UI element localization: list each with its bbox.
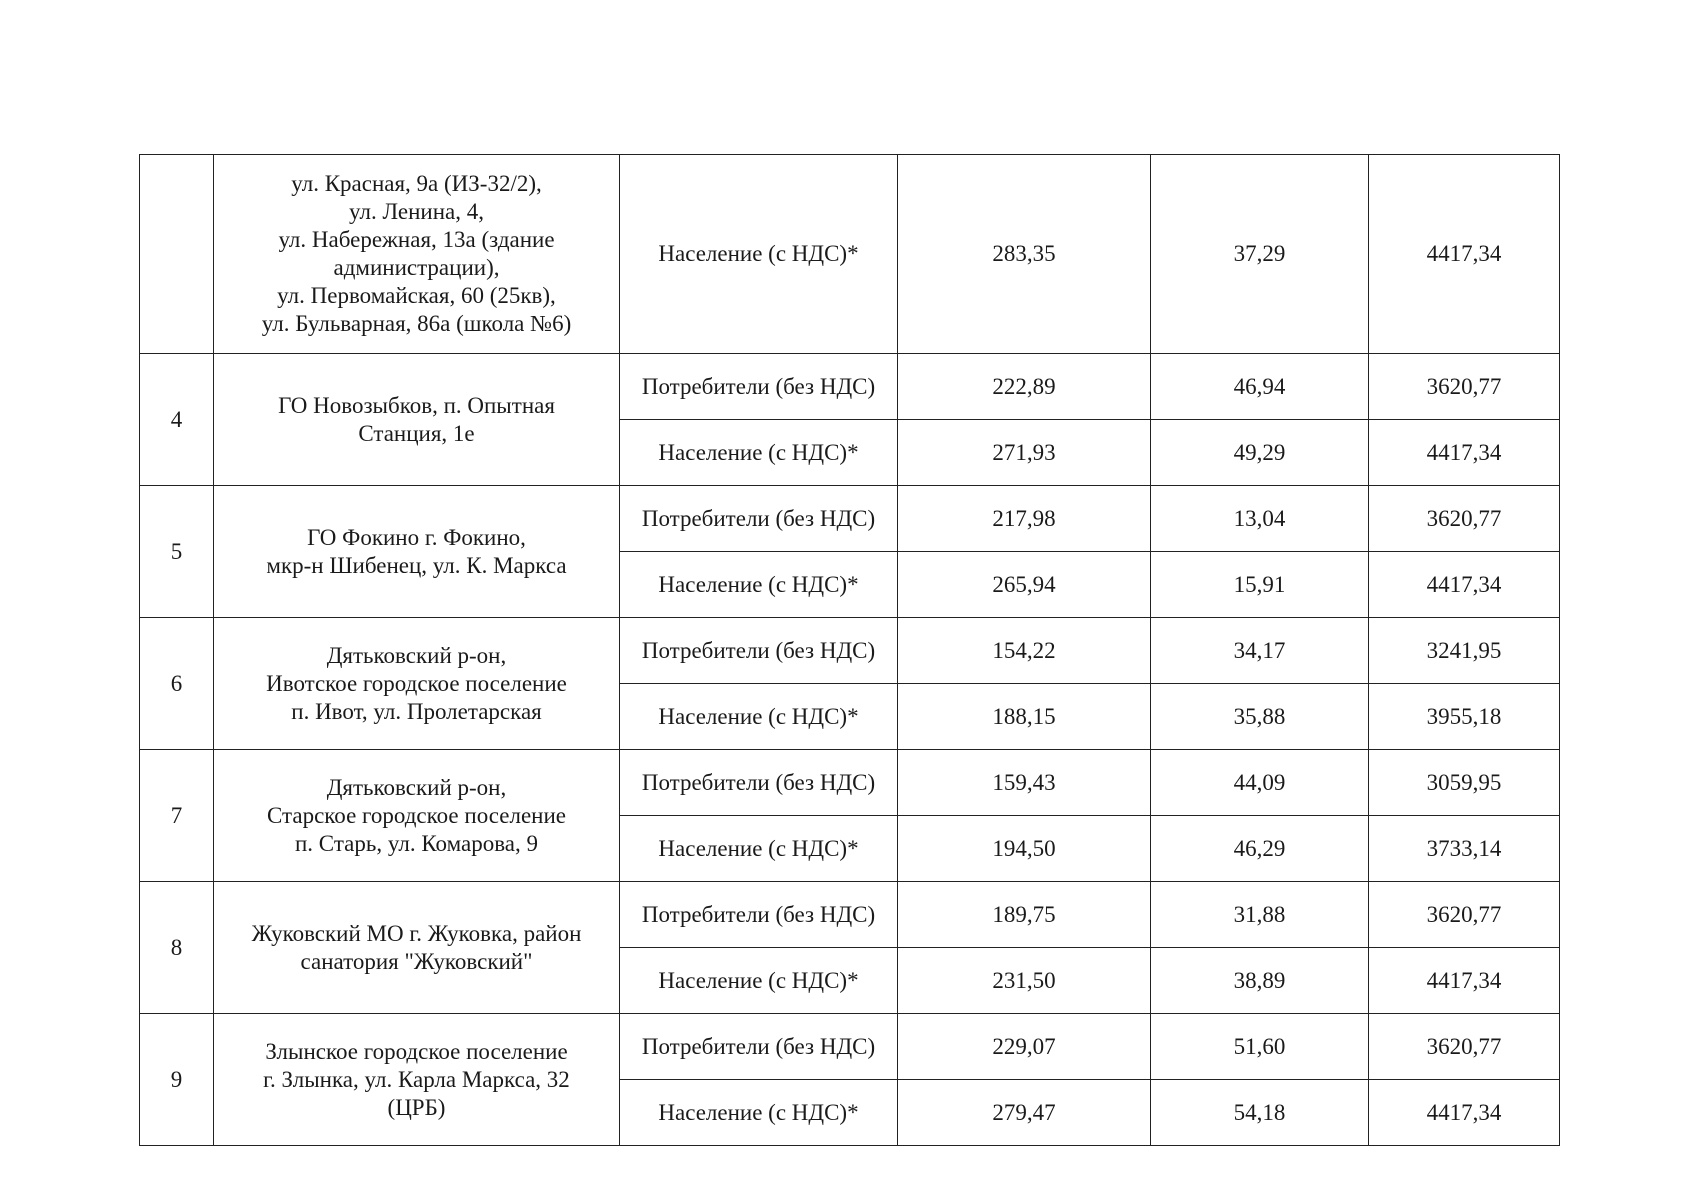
value-cell-1: 194,50 <box>898 816 1151 882</box>
table-row <box>140 486 1560 552</box>
value-cell-3: 3059,95 <box>1369 750 1560 816</box>
value-cell-2: 54,18 <box>1151 1080 1369 1146</box>
value-cell-2: 35,88 <box>1151 684 1369 750</box>
address-cell <box>214 882 620 1014</box>
value-cell-1: 154,22 <box>898 618 1151 684</box>
value-cell-3: 3620,77 <box>1369 486 1560 552</box>
value-cell-3: 4417,34 <box>1369 420 1560 486</box>
address-line: ул. Первомайская, 60 (25кв), <box>277 283 556 308</box>
value-cell-2: 49,29 <box>1151 420 1369 486</box>
value-cell-1: 283,35 <box>898 155 1151 354</box>
address-cell <box>214 155 620 354</box>
value-cell-1: 159,43 <box>898 750 1151 816</box>
value-cell-3: 4417,34 <box>1369 948 1560 1014</box>
value-cell-3: 3620,77 <box>1369 1014 1560 1080</box>
row-number-cell: 8 <box>140 882 214 1014</box>
address-line: Дятьковский р-он, <box>326 642 507 668</box>
value-cell-1: 279,47 <box>898 1080 1151 1146</box>
address-cell <box>214 486 620 618</box>
address-line: Старское городское поселение <box>267 802 566 828</box>
value-cell-3: 3733,14 <box>1369 816 1560 882</box>
address-line: ГО Фокино г. Фокино, <box>307 524 526 550</box>
address-line: ГО Новозыбков, п. Опытная <box>278 392 555 418</box>
value-cell-3: 4417,34 <box>1369 155 1560 354</box>
value-cell-3: 3620,77 <box>1369 354 1560 420</box>
address-line: Станция, 1е <box>358 420 475 446</box>
consumer-category-cell: Население (с НДС)* <box>620 552 898 618</box>
value-cell-2: 46,29 <box>1151 816 1369 882</box>
value-cell-3: 4417,34 <box>1369 552 1560 618</box>
value-cell-1: 271,93 <box>898 420 1151 486</box>
consumer-category-cell: Население (с НДС)* <box>620 948 898 1014</box>
row-number-cell: 6 <box>140 618 214 750</box>
consumer-category-cell: Население (с НДС)* <box>620 1080 898 1146</box>
tariff-table-body <box>140 155 1560 1146</box>
row-number-cell <box>140 155 214 354</box>
address-cell <box>214 1014 620 1146</box>
address-line: администрации), <box>333 255 500 280</box>
consumer-category-cell: Потребители (без НДС) <box>620 1014 898 1080</box>
address-line: г. Злынка, ул. Карла Маркса, 32 <box>263 1066 570 1092</box>
value-cell-1: 189,75 <box>898 882 1151 948</box>
address-line: п. Старь, ул. Комарова, 9 <box>295 830 538 856</box>
address-cell <box>214 750 620 882</box>
address-line: Злынское городское поселение <box>265 1038 568 1064</box>
consumer-category-cell: Потребители (без НДС) <box>620 486 898 552</box>
address-cell <box>214 354 620 486</box>
value-cell-2: 38,89 <box>1151 948 1369 1014</box>
value-cell-2: 31,88 <box>1151 882 1369 948</box>
address-line: ул. Бульварная, 86а (школа №6) <box>261 311 572 336</box>
address-line: Ивотское городское поселение <box>266 670 567 696</box>
address-line: п. Ивот, ул. Пролетарская <box>291 698 542 724</box>
consumer-category-cell: Население (с НДС)* <box>620 684 898 750</box>
value-cell-2: 46,94 <box>1151 354 1369 420</box>
table-row <box>140 354 1560 420</box>
value-cell-1: 222,89 <box>898 354 1151 420</box>
tariff-table <box>139 154 1560 1146</box>
address-line: Жуковский МО г. Жуковка, район <box>251 920 582 946</box>
address-cell <box>214 618 620 750</box>
value-cell-2: 37,29 <box>1151 155 1369 354</box>
table-row <box>140 750 1560 816</box>
value-cell-1: 231,50 <box>898 948 1151 1014</box>
row-number-cell: 5 <box>140 486 214 618</box>
table-row <box>140 155 1560 354</box>
row-number-cell: 7 <box>140 750 214 882</box>
consumer-category-cell: Потребители (без НДС) <box>620 618 898 684</box>
address-line: ул. Красная, 9а (ИЗ-32/2), <box>291 171 542 196</box>
value-cell-3: 3241,95 <box>1369 618 1560 684</box>
address-line: (ЦРБ) <box>387 1094 446 1120</box>
table-row <box>140 882 1560 948</box>
consumer-category-cell: Потребители (без НДС) <box>620 354 898 420</box>
address-line: санатория "Жуковский" <box>300 948 533 974</box>
value-cell-2: 44,09 <box>1151 750 1369 816</box>
consumer-category-cell: Потребители (без НДС) <box>620 882 898 948</box>
value-cell-3: 3620,77 <box>1369 882 1560 948</box>
address-line: мкр-н Шибенец, ул. К. Маркса <box>266 552 567 578</box>
consumer-category-cell: Население (с НДС)* <box>620 816 898 882</box>
value-cell-1: 217,98 <box>898 486 1151 552</box>
row-number-cell: 4 <box>140 354 214 486</box>
value-cell-2: 34,17 <box>1151 618 1369 684</box>
consumer-category-cell: Потребители (без НДС) <box>620 750 898 816</box>
value-cell-3: 4417,34 <box>1369 1080 1560 1146</box>
value-cell-1: 188,15 <box>898 684 1151 750</box>
value-cell-1: 229,07 <box>898 1014 1151 1080</box>
address-line: ул. Ленина, 4, <box>348 199 484 224</box>
address-line: ул. Набережная, 13а (здание <box>278 227 555 252</box>
value-cell-2: 13,04 <box>1151 486 1369 552</box>
value-cell-3: 3955,18 <box>1369 684 1560 750</box>
consumer-category-cell: Население (с НДС)* <box>620 155 898 354</box>
value-cell-2: 51,60 <box>1151 1014 1369 1080</box>
value-cell-2: 15,91 <box>1151 552 1369 618</box>
row-number-cell: 9 <box>140 1014 214 1146</box>
value-cell-1: 265,94 <box>898 552 1151 618</box>
consumer-category-cell: Население (с НДС)* <box>620 420 898 486</box>
table-row <box>140 1014 1560 1080</box>
address-line: Дятьковский р-он, <box>326 774 507 800</box>
table-row <box>140 618 1560 684</box>
